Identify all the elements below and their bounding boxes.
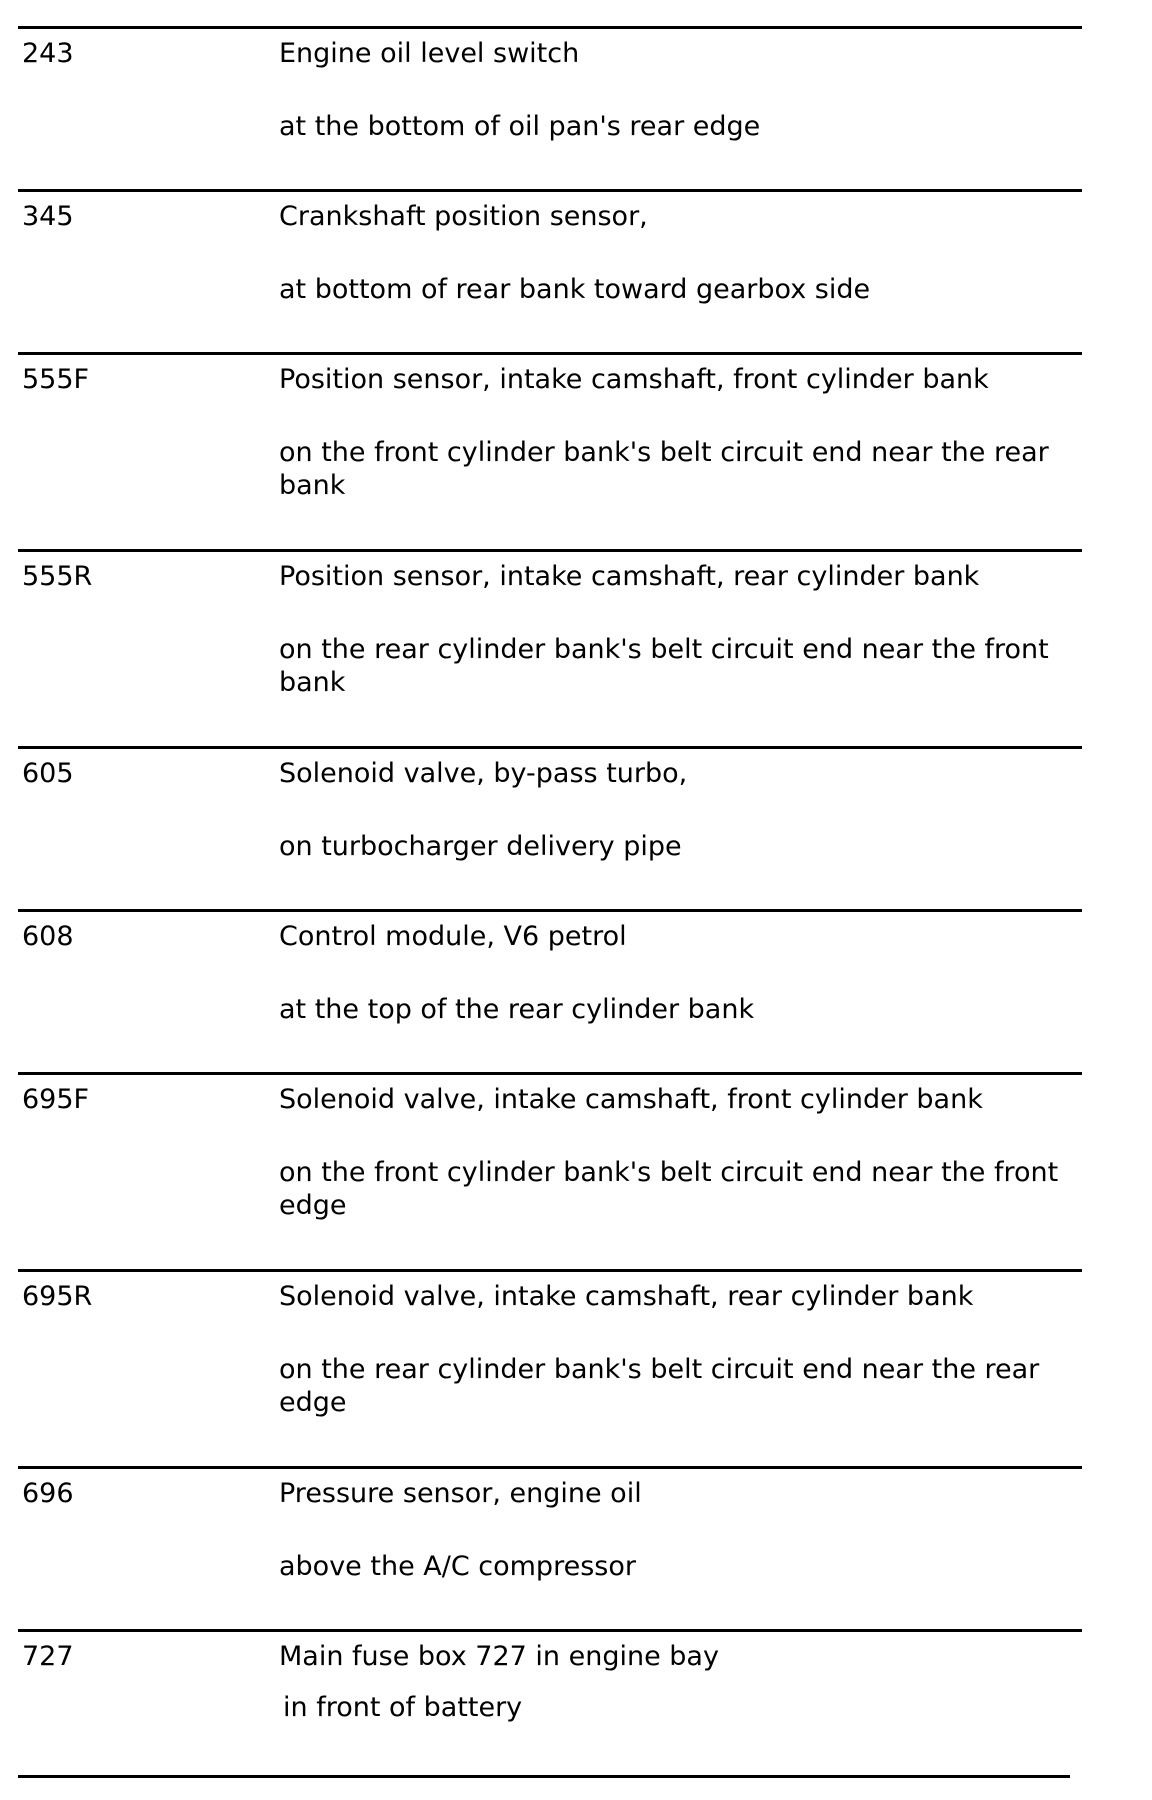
component-code: 345 [22, 201, 74, 232]
component-location: on the front cylinder bank's belt circuit end near the front edge [279, 1157, 1059, 1221]
component-title: Control module, V6 petrol [279, 921, 627, 952]
component-description [279, 560, 1079, 699]
component-code: 608 [22, 921, 74, 952]
table-row [18, 1629, 1082, 1792]
component-code: 695F [22, 1084, 90, 1115]
table-row [18, 26, 1082, 189]
table-row [18, 1466, 1082, 1629]
component-title: Pressure sensor, engine oil [279, 1478, 642, 1509]
component-code: 695R [22, 1281, 93, 1312]
component-description [279, 200, 1079, 306]
component-location: on the rear cylinder bank's belt circuit end near the front bank [279, 634, 1049, 698]
table-row [18, 549, 1082, 746]
component-title: Position sensor, intake camshaft, rear cylinder bank [279, 561, 980, 592]
table-row [18, 1072, 1082, 1269]
table-row [18, 746, 1082, 909]
component-description [279, 37, 1079, 143]
table-row [18, 189, 1082, 352]
table-row [18, 1269, 1082, 1466]
component-description [279, 1083, 1079, 1222]
component-title: Main fuse box 727 in engine bay [279, 1641, 719, 1672]
component-title: Crankshaft position sensor, [279, 201, 648, 232]
component-location: on turbocharger delivery pipe [279, 831, 682, 862]
component-location-table [18, 26, 1082, 1792]
component-location: in front of battery [283, 1692, 523, 1723]
component-title: Solenoid valve, by-pass turbo, [279, 758, 688, 789]
component-description [279, 363, 1079, 502]
table-bottom-rule [18, 1775, 1070, 1778]
component-code: 555R [22, 561, 93, 592]
component-description [279, 757, 1079, 863]
component-title: Solenoid valve, intake camshaft, rear cylinder bank [279, 1281, 974, 1312]
component-description [279, 1477, 1079, 1583]
component-title: Engine oil level switch [279, 38, 580, 69]
component-code: 727 [22, 1641, 74, 1672]
component-code: 696 [22, 1478, 74, 1509]
component-code: 555F [22, 364, 90, 395]
component-location: at bottom of rear bank toward gearbox side [279, 274, 871, 305]
component-code: 605 [22, 758, 74, 789]
component-title: Position sensor, intake camshaft, front cylinder bank [279, 364, 989, 395]
component-description [279, 920, 1079, 1026]
component-code: 243 [22, 38, 74, 69]
component-description [279, 1640, 1079, 1724]
component-location: at the bottom of oil pan's rear edge [279, 111, 761, 142]
component-location: above the A/C compressor [279, 1551, 636, 1582]
component-location: at the top of the rear cylinder bank [279, 994, 755, 1025]
component-description [279, 1280, 1079, 1419]
table-row [18, 352, 1082, 549]
component-location: on the rear cylinder bank's belt circuit end near the rear edge [279, 1354, 1040, 1418]
component-location: on the front cylinder bank's belt circuit end near the rear bank [279, 437, 1049, 501]
component-title: Solenoid valve, intake camshaft, front cylinder bank [279, 1084, 983, 1115]
table-row [18, 909, 1082, 1072]
